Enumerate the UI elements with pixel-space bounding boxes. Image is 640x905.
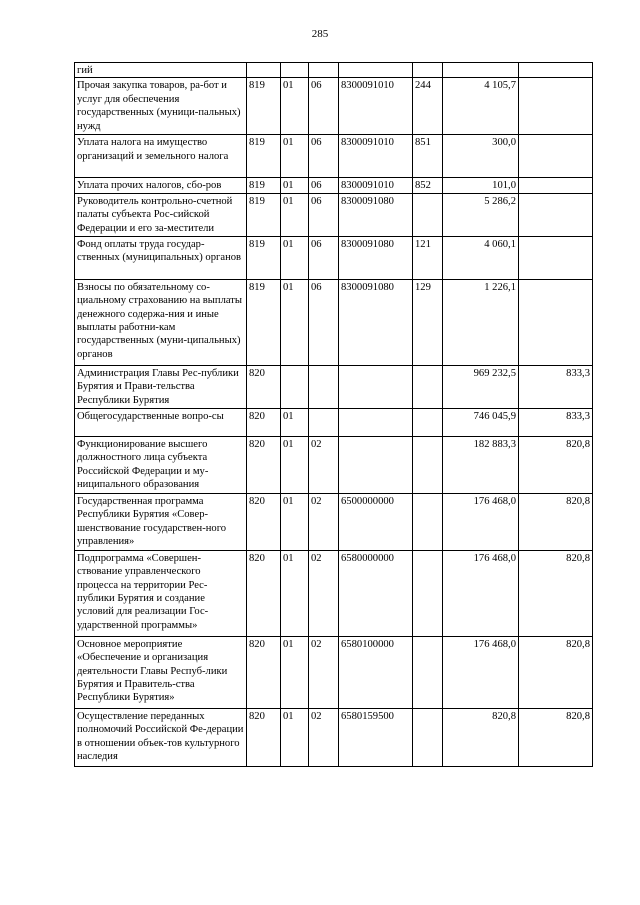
cell-name: Государственная программа Республики Бурятия «Совер-шенствование государствен-ного управления» — [75, 493, 247, 550]
cell-subsection — [309, 365, 339, 408]
cell-subsection — [309, 63, 339, 78]
cell-section — [281, 63, 309, 78]
cell-expense-type — [413, 365, 443, 408]
cell-expense-type — [413, 193, 443, 236]
table-row — [75, 279, 593, 365]
cell-amount-subvention — [519, 178, 593, 193]
cell-admin-code: 820 — [247, 408, 281, 436]
cell-target-article: 6580159500 — [339, 708, 413, 766]
cell-amount: 746 045,9 — [443, 408, 519, 436]
cell-admin-code: 819 — [247, 78, 281, 135]
cell-expense-type: 852 — [413, 178, 443, 193]
cell-name: Взносы по обязательному со-циальному страхованию на выплаты денежного содержа-ния и иные выплаты работни-кам государственных (муни-ципальных) органов — [75, 279, 247, 365]
cell-target-article — [339, 63, 413, 78]
cell-section: 01 — [281, 178, 309, 193]
cell-amount: 176 468,0 — [443, 550, 519, 636]
cell-section: 01 — [281, 279, 309, 365]
cell-amount-subvention: 833,3 — [519, 408, 593, 436]
cell-expense-type — [413, 436, 443, 493]
cell-target-article: 8300091080 — [339, 279, 413, 365]
cell-name: Общегосударственные вопро-сы — [75, 408, 247, 436]
cell-subsection: 02 — [309, 636, 339, 708]
cell-expense-type — [413, 636, 443, 708]
table-row — [75, 408, 593, 436]
cell-section: 01 — [281, 636, 309, 708]
cell-subsection: 06 — [309, 193, 339, 236]
cell-admin-code: 820 — [247, 708, 281, 766]
cell-admin-code: 819 — [247, 193, 281, 236]
cell-name: Прочая закупка товаров, ра-бот и услуг для обеспечения государственных (муници-пальных) нужд — [75, 78, 247, 135]
cell-admin-code: 820 — [247, 493, 281, 550]
cell-name: Основное мероприятие «Обеспечение и организация деятельности Главы Респуб-лики Бурятия и Правитель-ства Республики Бурятия» — [75, 636, 247, 708]
cell-section: 01 — [281, 236, 309, 279]
cell-amount: 300,0 — [443, 135, 519, 178]
table-row — [75, 493, 593, 550]
cell-name: гий — [75, 63, 247, 78]
table-row — [75, 236, 593, 279]
cell-target-article: 8300091010 — [339, 78, 413, 135]
cell-amount-subvention — [519, 193, 593, 236]
cell-expense-type — [413, 63, 443, 78]
cell-amount: 4 060,1 — [443, 236, 519, 279]
budget-table — [74, 62, 593, 767]
cell-name: Осуществление переданных полномочий Российской Фе-дерации в отношении объек-тов культурного наследия — [75, 708, 247, 766]
cell-amount: 1 226,1 — [443, 279, 519, 365]
cell-admin-code: 820 — [247, 436, 281, 493]
cell-target-article: 8300091080 — [339, 236, 413, 279]
cell-expense-type — [413, 408, 443, 436]
cell-amount-subvention — [519, 78, 593, 135]
cell-expense-type — [413, 493, 443, 550]
cell-amount-subvention: 820,8 — [519, 636, 593, 708]
cell-expense-type — [413, 708, 443, 766]
cell-amount: 176 468,0 — [443, 493, 519, 550]
cell-subsection: 06 — [309, 135, 339, 178]
cell-subsection: 02 — [309, 708, 339, 766]
cell-target-article: 8300091010 — [339, 135, 413, 178]
cell-name: Функционирование высшего должностного лица субъекта Российской Федерации и му-ниципального образования — [75, 436, 247, 493]
cell-section: 01 — [281, 135, 309, 178]
cell-name: Руководитель контрольно-счетной палаты субъекта Рос-сийской Федерации и его за-местители — [75, 193, 247, 236]
cell-target-article — [339, 436, 413, 493]
cell-amount: 101,0 — [443, 178, 519, 193]
cell-section: 01 — [281, 493, 309, 550]
table-row — [75, 178, 593, 193]
cell-amount-subvention — [519, 63, 593, 78]
cell-section — [281, 365, 309, 408]
cell-amount-subvention: 833,3 — [519, 365, 593, 408]
cell-amount-subvention: 820,8 — [519, 436, 593, 493]
cell-amount: 182 883,3 — [443, 436, 519, 493]
table-row — [75, 708, 593, 766]
cell-expense-type: 244 — [413, 78, 443, 135]
cell-amount: 176 468,0 — [443, 636, 519, 708]
cell-subsection: 02 — [309, 493, 339, 550]
cell-section: 01 — [281, 193, 309, 236]
cell-subsection: 06 — [309, 236, 339, 279]
page-number: 285 — [311, 28, 329, 40]
cell-name: Администрация Главы Рес-публики Бурятия и Прави-тельства Республики Бурятия — [75, 365, 247, 408]
cell-subsection: 02 — [309, 436, 339, 493]
cell-amount: 5 286,2 — [443, 193, 519, 236]
cell-amount — [443, 63, 519, 78]
cell-name: Фонд оплаты труда государ-ственных (муниципальных) органов — [75, 236, 247, 279]
table-row — [75, 365, 593, 408]
cell-expense-type: 121 — [413, 236, 443, 279]
cell-name: Подпрограмма «Совершен-ствование управленческого процесса на территории Рес-публики Бурятия и создание условий для реализации Гос-ударственной программы» — [75, 550, 247, 636]
cell-amount: 969 232,5 — [443, 365, 519, 408]
cell-admin-code: 820 — [247, 365, 281, 408]
cell-name: Уплата налога на имущество организаций и земельного налога — [75, 135, 247, 178]
table-row — [75, 636, 593, 708]
cell-expense-type — [413, 550, 443, 636]
cell-target-article: 6500000000 — [339, 493, 413, 550]
cell-admin-code: 820 — [247, 636, 281, 708]
cell-admin-code: 819 — [247, 236, 281, 279]
table-row — [75, 193, 593, 236]
table-body — [75, 63, 593, 767]
cell-section: 01 — [281, 550, 309, 636]
table-row — [75, 78, 593, 135]
cell-section: 01 — [281, 78, 309, 135]
cell-amount-subvention: 820,8 — [519, 708, 593, 766]
cell-target-article: 8300091080 — [339, 193, 413, 236]
cell-subsection: 06 — [309, 279, 339, 365]
cell-subsection — [309, 408, 339, 436]
cell-subsection: 06 — [309, 78, 339, 135]
cell-subsection: 06 — [309, 178, 339, 193]
cell-amount-subvention — [519, 236, 593, 279]
cell-expense-type: 851 — [413, 135, 443, 178]
cell-admin-code: 819 — [247, 135, 281, 178]
cell-admin-code: 819 — [247, 279, 281, 365]
table-row — [75, 135, 593, 178]
table-row — [75, 550, 593, 636]
cell-section: 01 — [281, 408, 309, 436]
cell-admin-code — [247, 63, 281, 78]
cell-amount-subvention: 820,8 — [519, 550, 593, 636]
cell-target-article — [339, 408, 413, 436]
cell-section: 01 — [281, 708, 309, 766]
cell-amount: 4 105,7 — [443, 78, 519, 135]
table-row — [75, 436, 593, 493]
cell-admin-code: 819 — [247, 178, 281, 193]
cell-admin-code: 820 — [247, 550, 281, 636]
cell-amount-subvention — [519, 135, 593, 178]
table-row — [75, 63, 593, 78]
cell-target-article: 8300091010 — [339, 178, 413, 193]
cell-name: Уплата прочих налогов, сбо-ров — [75, 178, 247, 193]
cell-target-article — [339, 365, 413, 408]
cell-section: 01 — [281, 436, 309, 493]
cell-subsection: 02 — [309, 550, 339, 636]
cell-amount-subvention: 820,8 — [519, 493, 593, 550]
cell-target-article: 6580100000 — [339, 636, 413, 708]
cell-amount-subvention — [519, 279, 593, 365]
cell-target-article: 6580000000 — [339, 550, 413, 636]
cell-amount: 820,8 — [443, 708, 519, 766]
cell-expense-type: 129 — [413, 279, 443, 365]
